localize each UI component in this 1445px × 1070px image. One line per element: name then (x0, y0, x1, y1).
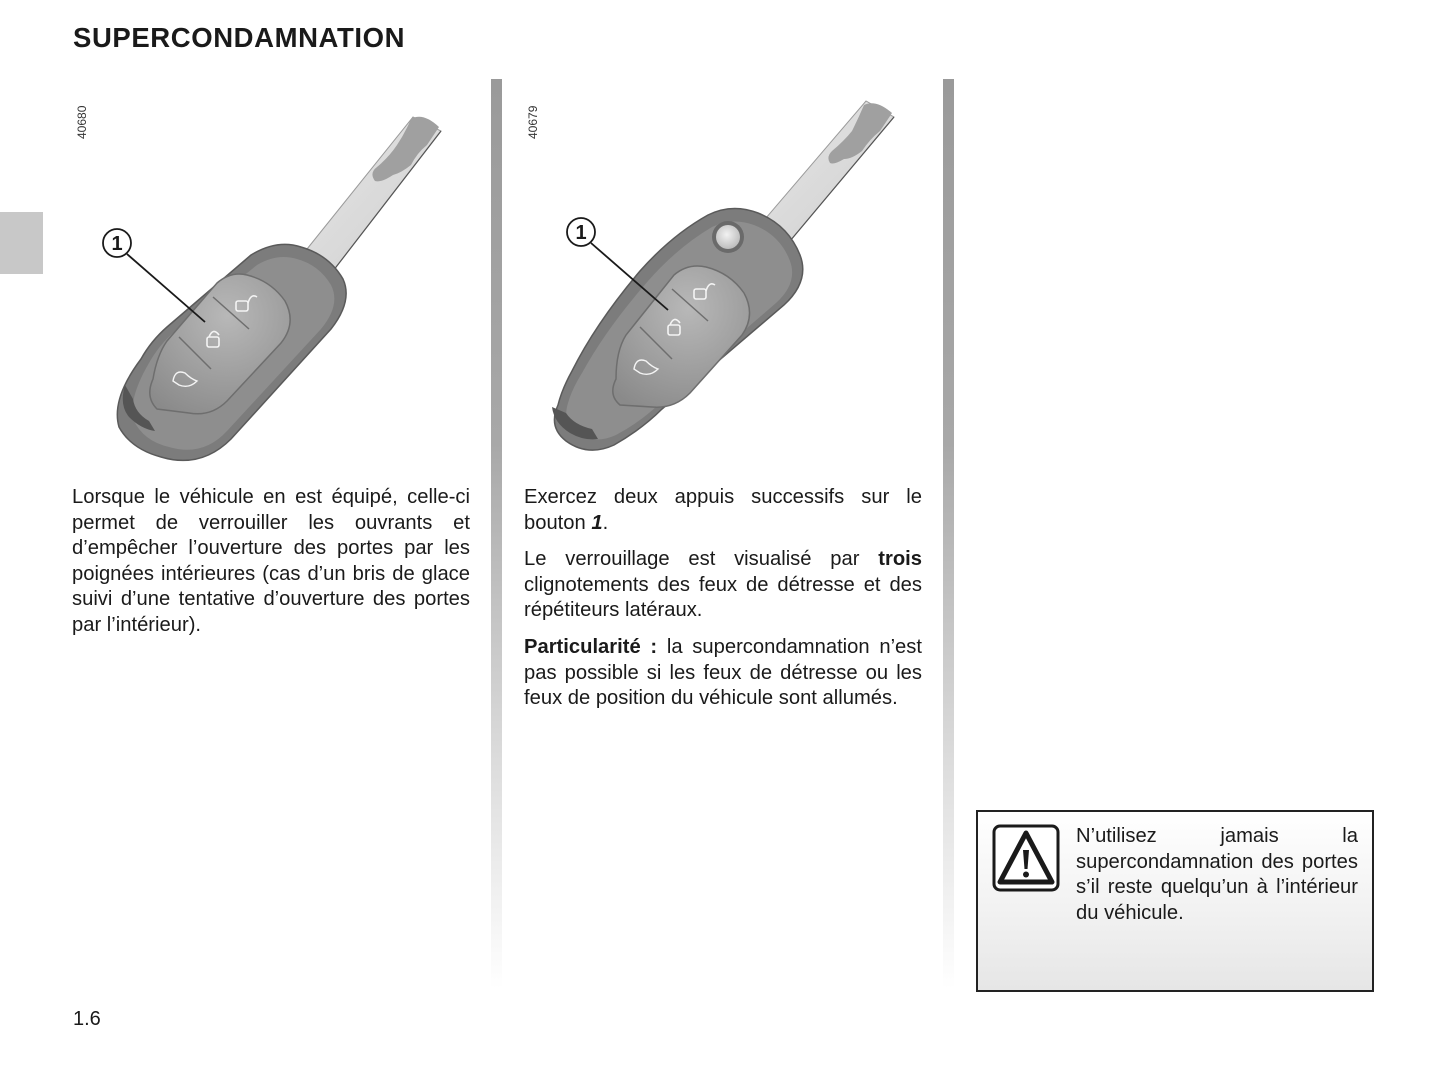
button-reference: 1 (591, 511, 603, 534)
figure-reference: 40679 (526, 105, 540, 139)
confirmation-paragraph: Le verrouillage est visualisé par trois clignotements des feux de détresse et des répétiteurs latéraux. (524, 548, 922, 622)
warning-text: N’utilisez jamais la supercondamnation des portes s’il reste quelqu’un à l’intérieur du véhicule. (1076, 825, 1358, 924)
callout-number: 1 (111, 233, 123, 255)
warning-triangle-icon (992, 824, 1060, 892)
column-1-text (72, 485, 470, 650)
column-2-text (524, 485, 922, 723)
column-divider (491, 79, 502, 989)
figure-remote-key-folding (522, 79, 920, 475)
key-blade (303, 117, 441, 271)
intro-paragraph: Lorsque le véhicule en est équipé, celle-ci permet de verrouiller les ouvrants et d’empêcher l’ouverture des portes par les poignées intérieures (cas d’un bris de glace suivi d’une tentative d’ouverture des portes par l’intérieur). (72, 486, 470, 636)
figure-remote-key-fixed (71, 79, 469, 475)
figure-reference: 40680 (75, 105, 89, 139)
key-blade (760, 101, 894, 241)
column-divider (943, 79, 954, 989)
particularity-paragraph: Particularité : la supercondamnation n’est pas possible si les feux de détresse ou les feux de position du véhicule sont allumés. (524, 635, 922, 710)
callout-number: 1 (575, 222, 587, 244)
remote-key-folding-illustration (522, 79, 920, 475)
remote-key-fixed-illustration (71, 79, 469, 475)
warning-box (976, 810, 1374, 992)
instruction-paragraph: Exercez deux appuis successifs sur le bouton 1. (524, 486, 922, 534)
chapter-tab (0, 212, 43, 274)
page-title: SUPERCONDAMNATION (73, 22, 406, 53)
page-number: 1.6 (73, 1008, 101, 1030)
